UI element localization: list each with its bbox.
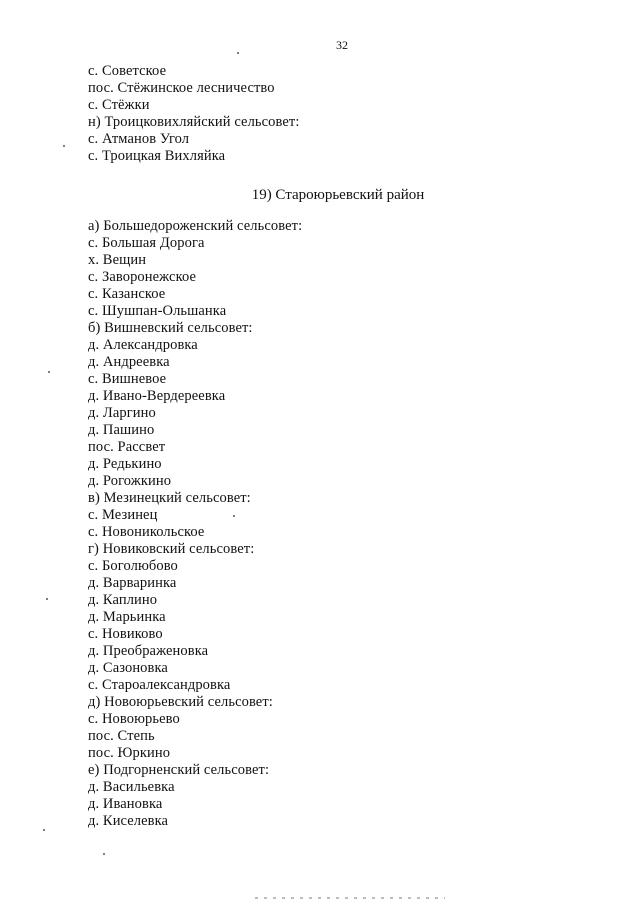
scan-speck [46, 598, 48, 600]
list-item: с. Стёжки [88, 97, 150, 113]
list-item: с. Атманов Угол [88, 131, 190, 147]
list-item: в) Мезинецкий сельсовет: [88, 490, 251, 506]
list-item: д. Ларгино [88, 405, 156, 421]
scan-speck [43, 829, 45, 831]
list-item: с. Казанское [88, 286, 166, 302]
list-item: пос. Юркино [88, 745, 171, 761]
list-item: с. Новоюрьево [88, 711, 180, 727]
list-item: с. Шушпан-Ольшанка [88, 303, 227, 319]
list-item: г) Новиковский сельсовет: [88, 541, 255, 557]
list-item: д. Марьинка [88, 609, 166, 625]
list-item: д. Васильевка [88, 779, 175, 795]
list-item: д. Сазоновка [88, 660, 168, 676]
list-item: с. Мезинец [88, 507, 158, 523]
list-item: с. Заворонежское [88, 269, 197, 285]
list-item: д. Ивановка [88, 796, 163, 812]
scan-speck [233, 515, 235, 517]
list-item: д. Александровка [88, 337, 198, 353]
list-item: с. Большая Дорога [88, 235, 205, 251]
list-item: д. Киселевка [88, 813, 169, 829]
list-item: с. Новоникольское [88, 524, 205, 540]
list-item: пос. Степь [88, 728, 155, 744]
list-item: д. Преображеновка [88, 643, 209, 659]
scan-noise-strip [255, 897, 445, 899]
scan-speck [48, 371, 50, 373]
scan-speck [237, 52, 239, 54]
list-item: с. Боголюбово [88, 558, 178, 574]
list-item: д. Андреевка [88, 354, 170, 370]
list-item: с. Новиково [88, 626, 163, 642]
list-item: д. Пашино [88, 422, 155, 438]
list-item: с. Советское [88, 63, 167, 79]
list-item: д. Ивано-Вердереевка [88, 388, 226, 404]
page-number: 32 [336, 38, 348, 52]
list-item: с. Троицкая Вихляйка [88, 148, 226, 164]
list-item: х. Вещин [88, 252, 147, 268]
list-item: д) Новоюрьевский сельсовет: [88, 694, 273, 710]
list-item: е) Подгорненский сельсовет: [88, 762, 270, 778]
district-heading: 19) Староюрьевский район [251, 187, 425, 203]
scan-speck [103, 853, 105, 855]
list-item: с. Староалександровка [88, 677, 231, 693]
list-item: д. Каплино [88, 592, 158, 608]
list-item: б) Вишневский сельсовет: [88, 320, 253, 336]
list-item: н) Троицковихляйский сельсовет: [88, 114, 300, 130]
list-item: с. Вишневое [88, 371, 167, 387]
list-item: а) Большедороженский сельсовет: [88, 218, 303, 234]
list-item: д. Редькино [88, 456, 162, 472]
scan-speck [63, 145, 65, 147]
list-item: пос. Стёжинское лесничество [88, 80, 275, 96]
list-item: пос. Рассвет [88, 439, 166, 455]
list-item: д. Варваринка [88, 575, 177, 591]
list-item: д. Рогожкино [88, 473, 172, 489]
